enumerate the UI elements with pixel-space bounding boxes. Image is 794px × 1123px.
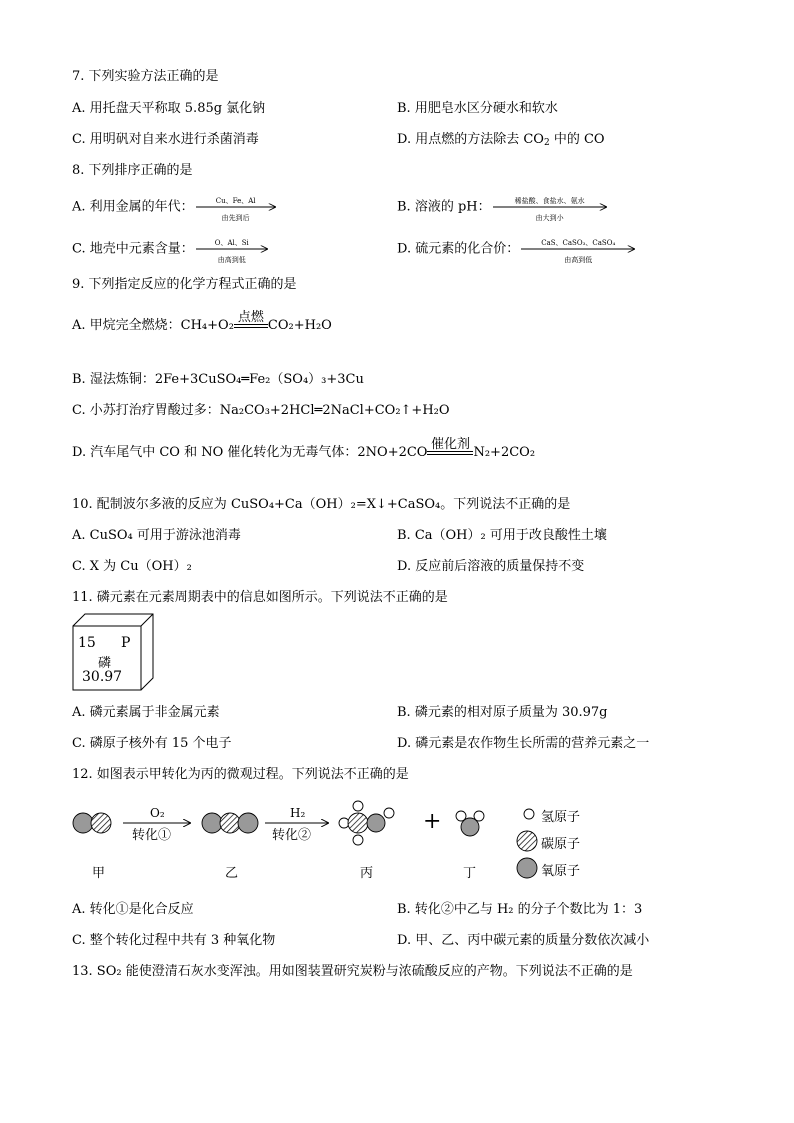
q9-option-a: A. 甲烷完全燃烧：CH₄+O₂ 点燃 CO₂+H₂O — [72, 310, 332, 333]
q10-option-a: A. CuSO₄ 可用于游泳池消毒 — [72, 528, 241, 543]
q12-option-a: A. 转化①是化合反应 — [72, 902, 194, 917]
arrow1-reagent: O₂ — [150, 806, 165, 820]
q12-option-d: D. 甲、乙、丙中碳元素的质量分数依次减小 — [397, 933, 650, 948]
element-name: 磷 — [98, 656, 112, 671]
legend-hydrogen: 氢原子 — [541, 810, 581, 825]
label-ding: 丁 — [463, 866, 477, 881]
q13-stem: 13. SO₂ 能使澄清石灰水变浑浊。用如图装置研究炭粉与浓硫酸反应的产物。下列说法不正确的是 — [72, 964, 633, 979]
label-jia: 甲 — [92, 866, 106, 881]
q9-d-condition: 催化剂 — [427, 438, 473, 455]
q8-option-b: B. 溶液的 pH： 稀盐酸、食盐水、氨水 由大到小 — [397, 199, 609, 216]
q9-option-c: C. 小苏打治疗胃酸过多：Na₂CO₃+2HCl═2NaCl+CO₂↑+H₂O — [72, 403, 450, 418]
q7-option-c: C. 用明矾对自来水进行杀菌消毒 — [72, 132, 259, 147]
label-bing: 丙 — [360, 866, 374, 881]
molecule-jia — [73, 813, 111, 833]
q7-option-d: D. 用点燃的方法除去 $CO_2$ 中的 CO — [397, 132, 605, 148]
q9-option-b: B. 湿法炼铜：2Fe+3CuSO₄═Fe₂（SO₄）₃+3Cu — [72, 372, 364, 387]
q11-option-c: C. 磷原子核外有 15 个电子 — [72, 736, 232, 751]
arrow1-label: 转化① — [132, 828, 172, 843]
atomic-number: 15 — [78, 635, 96, 651]
q7-stem: 7. 下列实验方法正确的是 — [72, 69, 219, 84]
q9-option-d: D. 汽车尾气中 CO 和 NO 催化转化为无毒气体：2NO+2CO 催化剂 N₂+2CO₂ — [72, 437, 536, 460]
molecule-ding — [456, 811, 484, 836]
q10-stem: 10. 配制波尔多液的反应为 CuSO₄+Ca（OH）₂=X↓+CaSO₄。下列说法不正确的是 — [72, 497, 571, 512]
q10-option-d: D. 反应前后溶液的质量保持不变 — [397, 559, 585, 574]
q11-stem: 11. 磷元素在元素周期表中的信息如图所示。下列说法不正确的是 — [72, 590, 448, 605]
q10-option-c: C. X 为 Cu（OH）₂ — [72, 559, 192, 574]
q9-stem: 9. 下列指定反应的化学方程式正确的是 — [72, 277, 297, 292]
element-cell — [72, 613, 156, 691]
q8-c-arrow: O、Al、Si 由高到低 — [214, 239, 249, 264]
q12-option-b: B. 转化②中乙与 H₂ 的分子个数比为 1：3 — [397, 902, 643, 917]
q8-option-a: A. 利用金属的年代： Cu、Fe、Al 由先到后 — [72, 199, 278, 216]
molecule-bing — [339, 801, 394, 845]
q11-option-a: A. 磷元素属于非金属元素 — [72, 705, 220, 720]
q8-stem: 8. 下列排序正确的是 — [72, 163, 193, 178]
q8-d-arrow: CaS、CaSO₃、CaSO₄ 由高到低 — [541, 239, 616, 264]
legend-symbols — [517, 809, 537, 878]
q8-b-arrow: 稀盐酸、食盐水、氨水 由大到小 — [514, 197, 585, 222]
q12-option-c: C. 整个转化过程中共有 3 种氧化物 — [72, 933, 276, 948]
q7-option-b: B. 用肥皂水区分硬水和软水 — [397, 101, 558, 116]
q12-stem: 12. 如图表示甲转化为丙的微观过程。下列说法不正确的是 — [72, 767, 409, 782]
molecule-yi — [202, 813, 258, 833]
q11-option-b: B. 磷元素的相对原子质量为 30.97g — [397, 705, 608, 720]
atomic-mass: 30.97 — [82, 669, 123, 685]
q11-option-d: D. 磷元素是农作物生长所需的营养元素之一 — [397, 736, 650, 751]
element-symbol: P — [121, 635, 131, 651]
q9-a-condition: 点燃 — [234, 311, 268, 328]
q8-option-c: C. 地壳中元素含量： O、Al、Si 由高到低 — [72, 241, 270, 258]
label-yi: 乙 — [225, 866, 239, 881]
plus-sign: + — [423, 809, 442, 834]
q7-option-a: A. 用托盘天平称取 5.85g 氯化钠 — [72, 101, 266, 116]
q10-option-b: B. Ca（OH）₂ 可用于改良酸性土壤 — [397, 528, 607, 543]
q8-option-d: D. 硫元素的化合价： CaS、CaSO₃、CaSO₄ 由高到低 — [397, 241, 637, 258]
legend-oxygen: 氧原子 — [541, 864, 581, 879]
arrow2-reagent: H₂ — [290, 806, 306, 820]
legend-carbon: 碳原子 — [541, 837, 581, 852]
arrow2-label: 转化② — [272, 828, 312, 843]
q8-a-arrow: Cu、Fe、Al 由先到后 — [215, 197, 256, 222]
